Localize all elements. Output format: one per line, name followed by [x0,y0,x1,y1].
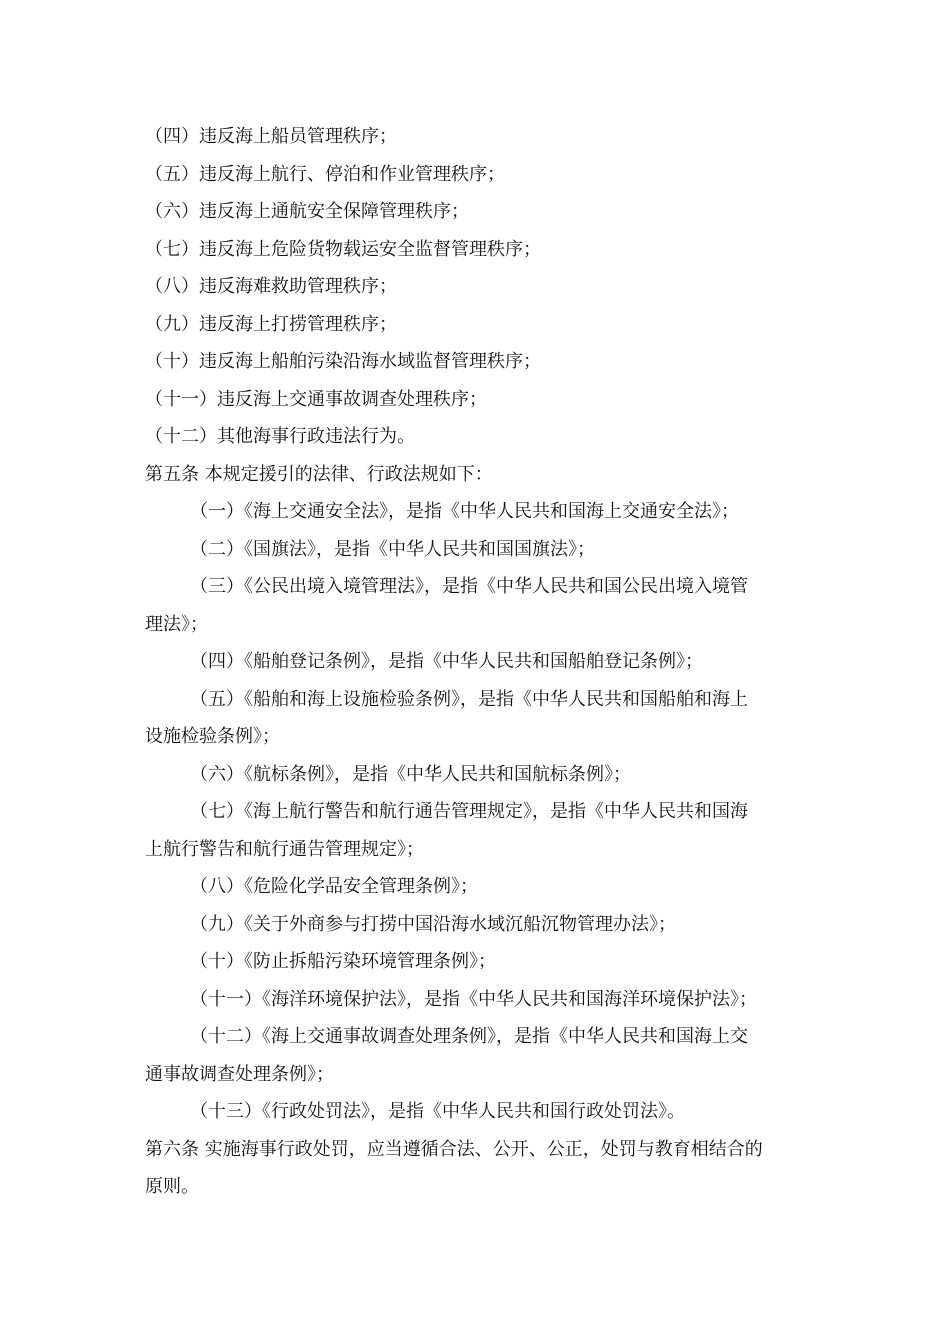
article5-item: （十二）《海上交通事故调查处理条例》，是指《中华人民共和国海上交 [190,1026,748,1047]
article4-item: （五）违反海上航行、停泊和作业管理秩序； [145,163,505,185]
article5-item: （十三）《行政处罚法》，是指《中华人民共和国行政处罚法》。 [190,1101,685,1122]
article4-item: （六）违反海上通航安全保障管理秩序； [145,201,469,222]
article5-item: （四）《船舶登记条例》，是指《中华人民共和国船舶登记条例》； [190,651,703,672]
article6-line: 第六条 实施海事行政处罚，应当遵循合法、公开、公正，处罚与教育相结合的 [145,1138,763,1160]
article4-item: （四）违反海上船员管理秩序； [145,126,397,147]
article5-item-continuation: 通事故调查处理条例》； [145,1063,334,1085]
article5-item: （九）《关于外商参与打捞中国沿海水域沉船沉物管理办法》； [190,913,676,935]
article5-heading: 第五条 本规定援引的法律、行政法规如下： [145,463,493,485]
article4-item: （九）违反海上打捞管理秩序； [145,313,397,335]
article5-item: （十一）《海洋环境保护法》，是指《中华人民共和国海洋环境保护法》； [190,988,757,1010]
article4-item: （七）违反海上危险货物载运安全监督管理秩序； [145,238,541,260]
article4-item: （十）违反海上船舶污染沿海水域监督管理秩序； [145,351,541,372]
article4-item: （八）违反海难救助管理秩序； [145,276,397,297]
article4-item: （十二）其他海事行政违法行为。 [145,426,415,447]
article5-item: （五）《船舶和海上设施检验条例》，是指《中华人民共和国船舶和海上 [190,688,748,710]
article4-item: （十一）违反海上交通事故调查处理秩序； [145,388,487,410]
article5-item: （十）《防止拆船污染环境管理条例》； [190,951,496,972]
article6-line: 原则。 [145,1176,199,1197]
article5-item: （七）《海上航行警告和航行通告管理规定》，是指《中华人民共和国海 [190,801,748,822]
article5-item-continuation: 上航行警告和航行通告管理规定》； [145,838,424,860]
article5-item: （一）《海上交通安全法》，是指《中华人民共和国海上交通安全法》； [190,501,739,522]
article5-item-continuation: 设施检验条例》； [145,726,280,747]
article5-item: （六）《航标条例》，是指《中华人民共和国航标条例》； [190,763,631,785]
article5-item: （二）《国旗法》，是指《中华人民共和国国旗法》； [190,538,595,560]
document-body [145,118,810,1206]
article5-item-continuation: 理法》； [145,613,208,635]
article5-item: （八）《危险化学品安全管理条例》； [190,876,478,897]
article5-item: （三）《公民出境入境管理法》，是指《中华人民共和国公民出境入境管 [190,576,748,597]
